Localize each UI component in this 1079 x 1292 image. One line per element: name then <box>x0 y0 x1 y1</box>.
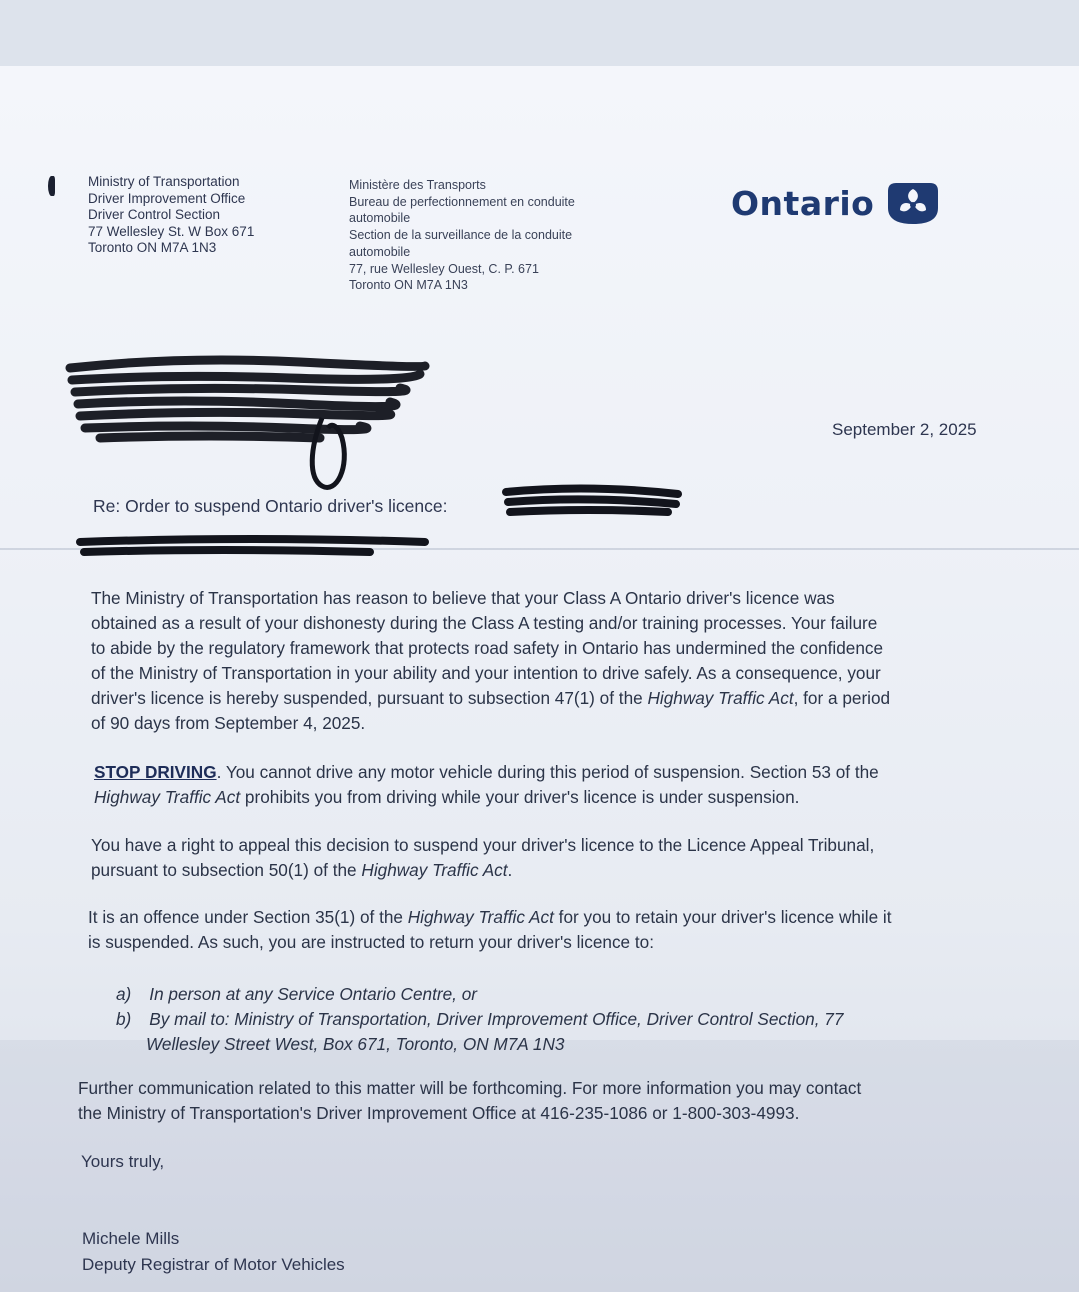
sender-fr-line: 77, rue Wellesley Ouest, C. P. 671 <box>349 261 539 276</box>
sender-fr-line: automobile <box>349 244 411 259</box>
redaction-scribble <box>60 348 440 498</box>
paragraph-appeal <box>91 833 874 883</box>
text-span: , for a period <box>793 688 891 708</box>
sender-en-line: Toronto ON M7A 1N3 <box>88 240 217 255</box>
text-span: . You cannot drive any motor vehicle during this period of suspension. Section 53 of the <box>216 762 879 782</box>
text-line: is suspended. As such, you are instructed to return your driver's licence to: <box>88 932 654 952</box>
text-span: It is an offence under Section 35(1) of the <box>88 907 408 927</box>
act-name: Highway Traffic Act <box>407 907 554 927</box>
act-name: Highway Traffic Act <box>361 860 508 880</box>
text-line <box>94 785 879 810</box>
margin-mark <box>48 176 55 196</box>
signatory-title: Deputy Registrar of Motor Vehicles <box>82 1255 345 1274</box>
text-line: of the Ministry of Transportation in your ability and your intention to drive safely. As a consequence, your <box>91 663 881 683</box>
subject-line: Re: Order to suspend Ontario driver's licence: <box>93 496 448 516</box>
stop-driving-heading: STOP DRIVING <box>94 762 217 782</box>
text-line <box>94 760 879 785</box>
text-line: obtained as a result of your dishonesty during the Class A testing and/or training processes. Your failure <box>91 613 878 633</box>
text-line <box>91 686 890 711</box>
list-marker: a) <box>116 984 132 1004</box>
list-item-text: In person at any Service Ontario Centre, or <box>149 984 477 1004</box>
text-line: The Ministry of Transportation has reason to believe that your Class A Ontario driver's licence was <box>91 588 835 608</box>
signatory-block <box>82 1226 345 1278</box>
sender-fr-line: Bureau de perfectionnement en conduite <box>349 194 575 209</box>
text-line: the Ministry of Transportation's Driver Improvement Office at 416-235-1086 or 1-800-303-4993. <box>78 1103 800 1123</box>
paragraph-further-info <box>78 1076 861 1126</box>
text-span: prohibits you from driving while your driver's licence is under suspension. <box>240 787 800 807</box>
redaction-licence-number <box>498 482 688 524</box>
list-item-text: By mail to: Ministry of Transportation, Driver Improvement Office, Driver Control Section, 77 <box>149 1009 844 1029</box>
list-marker: b) <box>116 1009 132 1029</box>
text-line: of 90 days from September 4, 2025. <box>91 713 366 733</box>
sender-en-line: 77 Wellesley St. W Box 671 <box>88 223 255 239</box>
act-name: Highway Traffic Act <box>647 688 794 708</box>
logo-wordmark: Ontario <box>731 183 875 223</box>
act-name: Highway Traffic Act <box>94 787 241 807</box>
ontario-logo <box>731 180 940 226</box>
paragraph-suspension-reason <box>91 586 890 736</box>
text-line: You have a right to appeal this decision to suspend your driver's licence to the Licence Appeal Tribunal, <box>91 835 875 855</box>
trillium-icon <box>886 180 940 226</box>
sender-fr-line: automobile <box>349 211 411 226</box>
sender-fr-line: Ministère des Transports <box>349 178 486 192</box>
sender-address-fr <box>349 177 575 294</box>
text-line <box>88 905 892 930</box>
signatory-name: Michele Mills <box>82 1229 180 1248</box>
sender-en-line: Ministry of Transportation <box>88 174 240 189</box>
text-span: . <box>507 860 513 880</box>
return-options-list <box>116 982 843 1057</box>
paragraph-stop-driving <box>94 760 879 810</box>
sender-en-line: Driver Improvement Office <box>88 190 246 206</box>
list-item <box>116 982 843 1007</box>
sender-fr-line: Toronto ON M7A 1N3 <box>349 278 468 293</box>
closing-salutation: Yours truly, <box>81 1152 165 1171</box>
sender-address-en <box>88 174 254 257</box>
paragraph-return-licence <box>88 905 892 955</box>
text-span: pursuant to subsection 50(1) of the <box>91 860 362 880</box>
redaction-recipient-line <box>70 532 435 564</box>
list-item <box>116 1007 843 1032</box>
list-item-continuation: Wellesley Street West, Box 671, Toronto, ON M7A 1N3 <box>146 1034 565 1054</box>
text-span: driver's licence is hereby suspended, pursuant to subsection 47(1) of the <box>91 688 648 708</box>
text-line: Further communication related to this matter will be forthcoming. For more information you may contact <box>78 1078 862 1098</box>
text-span: for you to retain your driver's licence while it <box>553 907 892 927</box>
text-line: to abide by the regulatory framework that protects road safety in Ontario has undermined the confidence <box>91 638 884 658</box>
letter-date: September 2, 2025 <box>832 420 977 439</box>
sender-fr-line: Section de la surveillance de la conduite <box>349 228 573 243</box>
sender-en-line: Driver Control Section <box>88 207 221 222</box>
text-line <box>91 858 874 883</box>
